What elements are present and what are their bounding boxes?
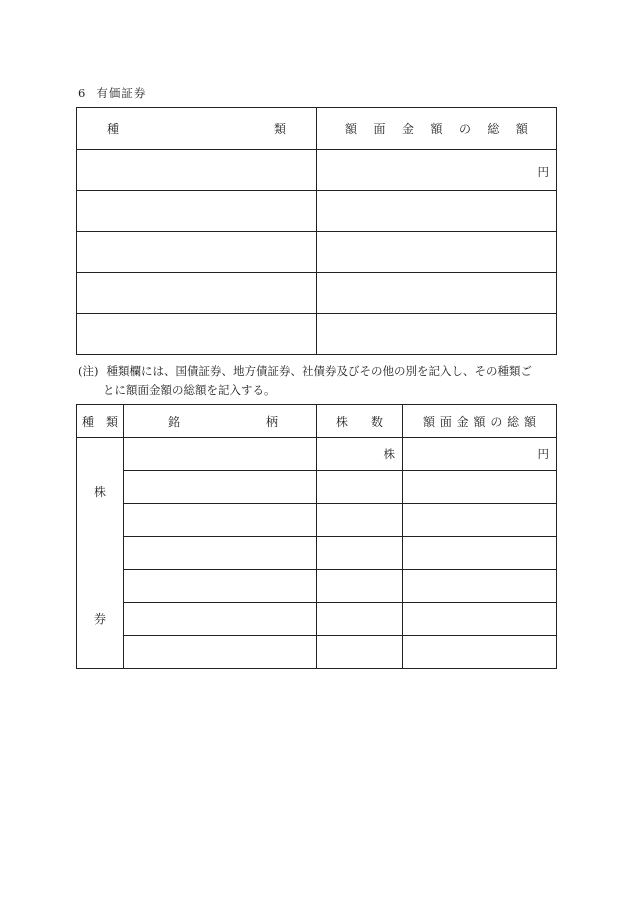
header-total2-char: 総: [507, 414, 520, 429]
table-row: [77, 504, 557, 537]
header-kind-char: 種: [107, 122, 120, 136]
section-title: 有価証券: [96, 86, 147, 100]
shares-input-cell[interactable]: [317, 471, 403, 504]
header-total2-char: 額: [523, 414, 536, 429]
face-total-input-cell[interactable]: [403, 537, 557, 570]
header-total-char: 額: [345, 122, 358, 136]
header-kind-char: 類: [273, 122, 286, 136]
shares-input-cell[interactable]: [317, 438, 403, 471]
issue-name-input-cell[interactable]: [124, 537, 317, 570]
header-total-char: 金: [401, 122, 414, 136]
section-number: 6: [78, 86, 87, 100]
table-row: [77, 314, 557, 355]
face-total-input-cell[interactable]: [403, 570, 557, 603]
note-line-1: 種類欄には、国債証券、地方債証券、社債券及びその他の別を記入し、その種類ご: [106, 364, 532, 378]
shares-input-cell[interactable]: [317, 636, 403, 669]
securities-summary-table: [76, 107, 557, 355]
header-type-char: 種: [82, 414, 95, 429]
header-total2-char: 金: [456, 414, 469, 429]
issue-name-input-cell[interactable]: [124, 504, 317, 537]
header-total-char: 額: [515, 122, 528, 136]
total-input-cell[interactable]: [317, 232, 557, 273]
table-row: [77, 191, 557, 232]
header-type: [77, 405, 124, 438]
table-row: [77, 471, 557, 504]
table-row: [77, 537, 557, 570]
header-shares: [317, 405, 403, 438]
header-type-char: 類: [105, 414, 118, 429]
kind-stock-char: 株: [93, 485, 106, 499]
issue-name-input-cell[interactable]: [124, 636, 317, 669]
face-total-input-cell[interactable]: [403, 603, 557, 636]
face-total-input-cell[interactable]: [403, 438, 557, 471]
total-input-cell[interactable]: [317, 273, 557, 314]
note-line-2: とに額面金額の総額を記入する。: [103, 383, 276, 397]
header-total2-char: 額: [423, 414, 436, 429]
issue-name-input-cell[interactable]: [124, 438, 317, 471]
header-total2-char: 額: [473, 414, 486, 429]
table-row: [77, 636, 557, 669]
kind-input-cell[interactable]: [77, 191, 317, 232]
section-heading: [78, 85, 146, 101]
header-total-char: の: [458, 122, 471, 136]
table1-header-row: [77, 108, 557, 150]
note: [78, 362, 558, 400]
table-row: [77, 570, 557, 603]
kind-input-cell[interactable]: [77, 150, 317, 191]
shares-input-cell[interactable]: [317, 504, 403, 537]
face-total-input-cell[interactable]: [403, 636, 557, 669]
note-label: (注): [78, 364, 99, 378]
total-input-cell[interactable]: [317, 191, 557, 232]
header-total2-char: 面: [439, 414, 452, 429]
kind-input-cell[interactable]: [77, 232, 317, 273]
header-issue-name: [124, 405, 317, 438]
table-row: [77, 150, 557, 191]
kind-certificate-char: 券: [93, 612, 106, 626]
header-name-char: 柄: [265, 414, 278, 429]
header-name-char: 銘: [168, 414, 181, 429]
header-shares-char: 株: [336, 414, 349, 429]
kind-input-cell[interactable]: [77, 273, 317, 314]
stock-kind-cell: [77, 438, 124, 669]
yen-unit: 円: [537, 165, 549, 179]
header-face-total: [317, 108, 557, 150]
face-total-input-cell[interactable]: [403, 471, 557, 504]
stock-detail-table: [76, 404, 557, 669]
table-row: [77, 603, 557, 636]
table-row: [77, 438, 557, 471]
issue-name-input-cell[interactable]: [124, 471, 317, 504]
kind-input-cell[interactable]: [77, 314, 317, 355]
face-total-input-cell[interactable]: [403, 504, 557, 537]
header-face-total-2: [403, 405, 557, 438]
table-row: [77, 232, 557, 273]
header-kind: [77, 108, 317, 150]
table2-header-row: [77, 405, 557, 438]
yen-unit: 円: [537, 447, 549, 461]
header-shares-char: 数: [370, 414, 383, 429]
header-total-char: 額: [430, 122, 443, 136]
shares-input-cell[interactable]: [317, 570, 403, 603]
table-row: [77, 273, 557, 314]
total-input-cell[interactable]: [317, 150, 557, 191]
shares-input-cell[interactable]: [317, 537, 403, 570]
total-input-cell[interactable]: [317, 314, 557, 355]
issue-name-input-cell[interactable]: [124, 603, 317, 636]
shares-unit: 株: [383, 447, 395, 461]
issue-name-input-cell[interactable]: [124, 570, 317, 603]
header-total2-char: の: [490, 414, 503, 429]
header-total-char: 面: [373, 122, 386, 136]
shares-input-cell[interactable]: [317, 603, 403, 636]
header-total-char: 総: [487, 122, 500, 136]
